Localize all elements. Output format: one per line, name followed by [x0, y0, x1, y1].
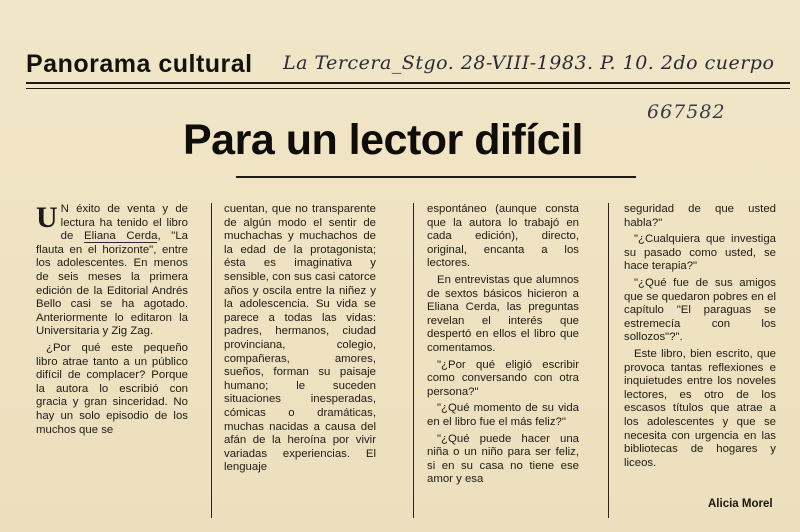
paragraph: seguridad de que usted habla?" [624, 203, 776, 229]
paragraph: cuentan, que no transparente de algún modo el sentir de muchachas y muchachos de la edad de la protagonista; ésta es imaginativa y sensible, con sus casi catorce años y oscila entre la niñez y la adolescencia. Su vida se parece a todas las vidas: padres, hermanos, ciudad provinciana, colegio, compañeras, amores, sueños, forman su paisaje humano; le suceden situaciones inesperadas, cómicas o dramáticas, muchas nacidas a causa del afán de la heroína por vivir variadas experiencias. El lenguaje [224, 203, 376, 474]
article-headline: Para un lector difícil [183, 116, 583, 164]
paragraph: "¿Por qué eligió escribir como conversando con otra persona?" [427, 358, 579, 398]
column-divider [211, 203, 212, 518]
drop-cap: U [36, 203, 58, 234]
paragraph: Este libro, bien escrito, que provoca tantas reflexiones e inquietudes entre los noveles lectores, es otro de los escasos títulos que atrae a los adolescentes y que se necesita con urgencia en las bibliotecas de hogares y liceos. [624, 347, 776, 469]
header-rule-thin [26, 88, 790, 89]
paragraph: "¿Qué puede hacer una niña o un niño para ser feliz, si en su casa no tiene ese amor y esa [427, 432, 579, 486]
author-name: Eliana Cerda [84, 230, 158, 243]
paragraph: ¿Por qué este pequeño libro atrae tanto a un público difícil de complacer? Porque la autora lo escribió con gracia y gran sinceridad. No hay un solo episodio de los muchos que se [36, 341, 188, 436]
handwritten-source-note: La Tercera_Stgo. 28-VIII-1983. P. 10. 2do cuerpo [283, 52, 775, 74]
header-rule [26, 82, 790, 84]
paragraph: "¿Qué fue de sus amigos que se quedaron pobres en el capítulo "El paraguas se estremecía con los sollozos"?". [624, 276, 776, 344]
column-divider [608, 203, 609, 518]
author-byline: Alicia Morel [708, 498, 773, 510]
paragraph-text: , "La flauta en el horizonte", entre los adolescentes. En menos de seis meses la primera edición de la Editorial Andrés Bello casi se ha agotado. Anteriormente lo editaron la Universitaria y Zig Zag. [36, 230, 188, 338]
paragraph-text: N éxito de venta y de lectura ha tenido el libro de [60, 203, 188, 243]
article-column-2 [224, 203, 376, 521]
article-column-3 [427, 203, 579, 521]
paragraph [36, 203, 188, 339]
section-title: Panorama cultural [26, 50, 253, 78]
paragraph: "¿Cualquiera que investiga su pasado como usted, se hace terapia?" [624, 233, 776, 273]
column-divider [413, 203, 414, 518]
paragraph: En entrevistas que alumnos de sextos básicos hicieron a Eliana Cerda, las preguntas revelan el interés que despertó en ellos el libro que comentamos. [427, 273, 579, 354]
handwritten-catalog-number: 667582 [647, 101, 726, 123]
paragraph: espontáneo (aunque consta que la autora lo trabajó en cada edición), directo, original, encanta a los lectores. [427, 203, 579, 270]
paragraph: "¿Qué momento de su vida en el libro fue el más feliz?" [427, 402, 579, 428]
headline-rule [236, 176, 636, 178]
article-column-4 [624, 203, 776, 521]
article-column-1 [36, 203, 188, 521]
